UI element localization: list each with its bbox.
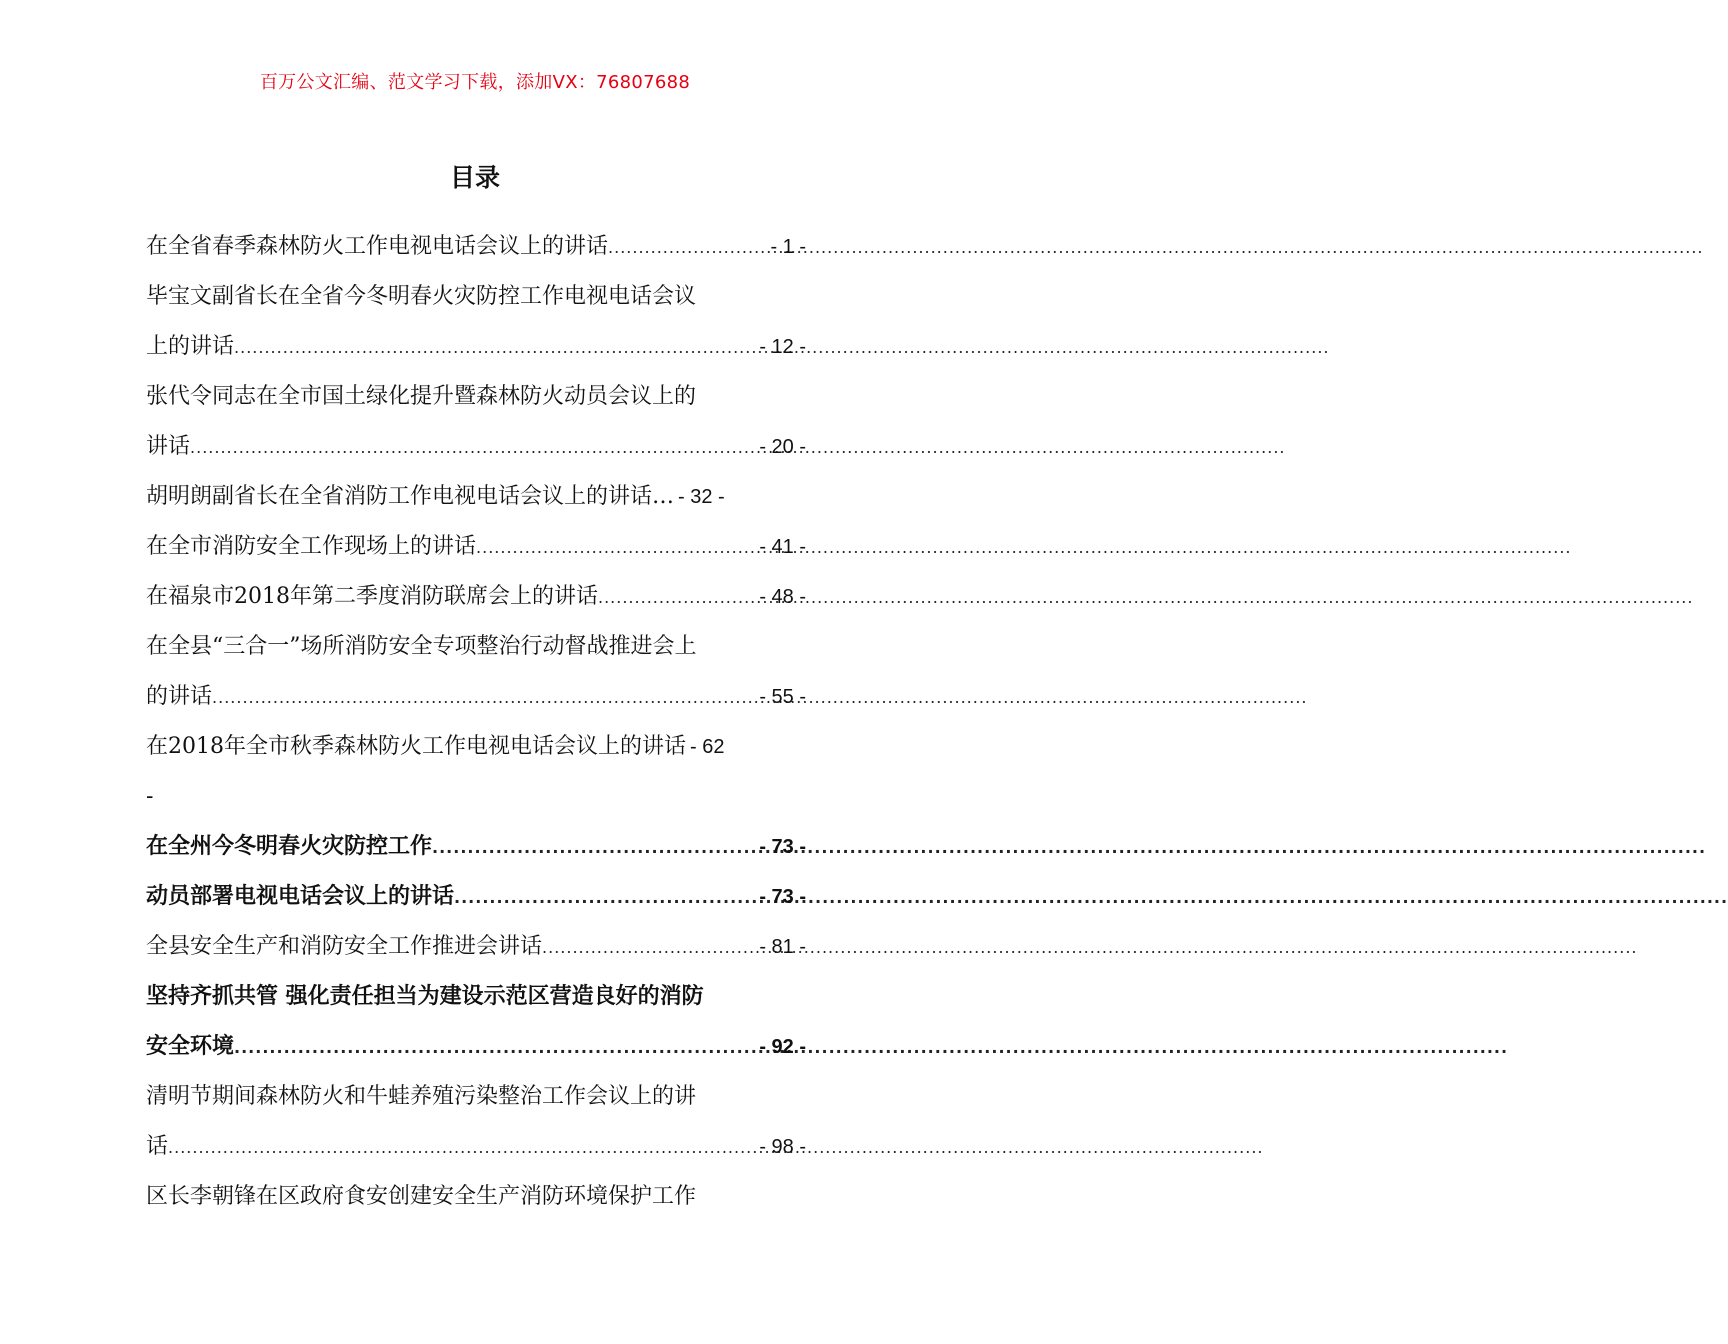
toc-page-number: - 32 -	[678, 486, 725, 508]
toc-entry-title: 坚持齐抓共管 强化责任担当为建设示范区营造良好的消防	[146, 984, 704, 1009]
toc-entry-title: 胡明朗副省长在全省消防工作电视电话会议上的讲话…	[146, 484, 675, 509]
toc-entry[interactable]	[146, 922, 806, 972]
toc-leader	[598, 573, 755, 623]
toc-entry-title: 讲话	[146, 434, 191, 459]
toc-entry-title: 区长李朝锋在区政府食安创建安全生产消防环境保护工作	[146, 1184, 697, 1209]
toc-entry[interactable]	[146, 422, 806, 472]
toc-entry[interactable]	[146, 572, 806, 622]
toc-entry[interactable]	[146, 222, 806, 272]
toc-page-number: - 81 -	[759, 936, 806, 958]
toc-entry[interactable]	[146, 1022, 806, 1072]
toc-entry-title: 话	[146, 1134, 169, 1159]
toc-entry-title: 在2018年全市秋季森林防火工作电视电话会议上的讲话	[146, 734, 686, 759]
toc-entry[interactable]	[146, 722, 806, 772]
toc-entry[interactable]	[146, 972, 806, 1022]
toc-entry[interactable]	[146, 272, 806, 322]
toc-entry[interactable]	[146, 622, 806, 672]
toc-entry[interactable]	[146, 672, 806, 722]
toc-leader	[454, 873, 755, 923]
toc-entry-title: 在全州今冬明春火灾防控工作	[146, 834, 433, 859]
table-of-contents	[146, 222, 806, 1222]
toc-entry-title: 动员部署电视电话会议上的讲话	[146, 884, 455, 909]
toc-entry[interactable]	[146, 872, 806, 922]
toc-entry-title: 全县安全生产和消防安全工作推进会讲话	[146, 934, 543, 959]
toc-entry-title: 毕宝文副省长在全省今冬明春火灾防控工作电视电话会议	[146, 284, 697, 309]
toc-entry[interactable]	[146, 322, 806, 372]
toc-entry-title: -	[146, 784, 154, 809]
toc-entry[interactable]	[146, 822, 806, 872]
page-title: 目录	[449, 163, 500, 192]
toc-leader	[432, 823, 755, 873]
toc-entry-title: 清明节期间森林防火和牛蛙养殖污染整治工作会议上的讲	[146, 1084, 697, 1109]
header-note: 百万公文汇编、范文学习下载，添加VX：76807688	[259, 72, 691, 93]
toc-entry[interactable]	[146, 1072, 806, 1122]
toc-leader	[476, 523, 755, 573]
toc-leader	[168, 1123, 755, 1173]
toc-page-number: - 62	[690, 736, 725, 758]
toc-page-number: - 73 -	[759, 836, 806, 858]
toc-leader	[190, 423, 755, 473]
toc-entry[interactable]	[146, 372, 806, 422]
toc-entry-title: 上的讲话	[146, 334, 235, 359]
toc-entry-title: 在全省春季森林防火工作电视电话会议上的讲话	[146, 234, 609, 259]
toc-leader	[234, 323, 755, 373]
toc-leader	[212, 673, 755, 723]
toc-entry-title: 张代令同志在全市国土绿化提升暨森林防火动员会议上的	[146, 384, 697, 409]
toc-entry[interactable]	[146, 522, 806, 572]
toc-page-number: - 1 -	[770, 236, 806, 258]
toc-entry-title: 安全环境	[146, 1034, 235, 1059]
toc-entry[interactable]	[146, 1122, 806, 1172]
toc-leader	[234, 1023, 755, 1073]
toc-entry[interactable]	[146, 472, 806, 522]
toc-page-number: - 73 -	[759, 886, 806, 908]
toc-entry[interactable]	[146, 772, 806, 822]
toc-entry-title: 的讲话	[146, 684, 213, 709]
toc-entry[interactable]	[146, 1172, 806, 1222]
toc-leader	[608, 223, 766, 273]
toc-entry-title: 在全县“三合一”场所消防安全专项整治行动督战推进会上	[146, 634, 697, 659]
toc-page-number: - 98 -	[759, 1136, 806, 1158]
toc-page-number: - 20 -	[759, 436, 806, 458]
toc-leader	[542, 923, 755, 973]
toc-page-number: - 41 -	[759, 536, 806, 558]
toc-entry-title: 在全市消防安全工作现场上的讲话	[146, 534, 477, 559]
toc-entry-title: 在福泉市2018年第二季度消防联席会上的讲话	[146, 584, 598, 609]
toc-page-number: - 48 -	[759, 586, 806, 608]
toc-page-number: - 92 -	[759, 1036, 806, 1058]
toc-page-number: - 55 -	[759, 686, 806, 708]
toc-page-number: - 12 -	[759, 336, 806, 358]
